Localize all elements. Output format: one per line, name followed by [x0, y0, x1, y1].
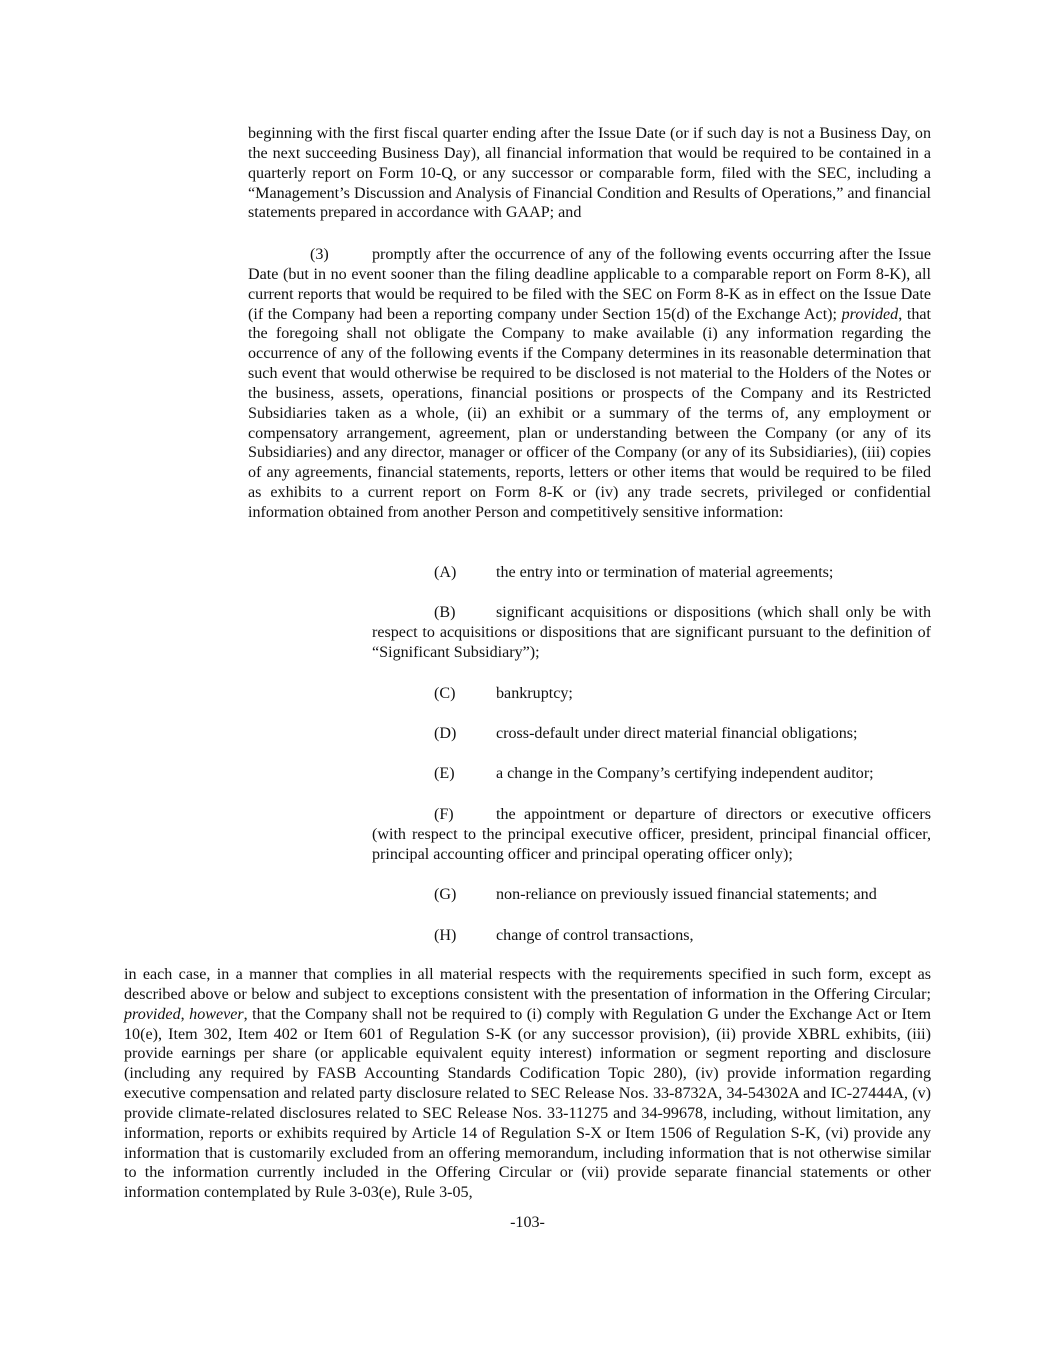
item-text: significant acquisitions or dispositions (which shall only be with respect to acquisitions or dispositions that are significant pursuant to the definition of “Significant Subsidiary”);	[372, 604, 931, 661]
paragraph-in-each-case	[124, 965, 931, 1203]
item-text: change of control transactions,	[496, 927, 694, 944]
item-label: (H)	[434, 927, 457, 944]
item-label: (A)	[434, 564, 457, 581]
item-label: (G)	[434, 886, 457, 903]
paragraph-clause-3	[248, 245, 931, 523]
item-label: (E)	[434, 765, 455, 782]
page-number: -103-	[510, 1214, 545, 1231]
list-item	[372, 684, 931, 704]
item-label: (C)	[434, 685, 456, 702]
paragraph-text: ,	[180, 1005, 190, 1023]
paragraph-text: in each case, in a manner that complies in all material respects with the requirements specified in such form, except as described above or below and subject to exceptions consistent with the presentation of information in the Offering Circular;	[124, 966, 931, 1003]
list-item	[372, 724, 931, 744]
list-item	[372, 764, 931, 784]
list-item	[372, 926, 931, 946]
item-label: (D)	[434, 725, 457, 742]
item-label: (F)	[434, 806, 454, 823]
item-text: non-reliance on previously issued financial statements; and	[496, 886, 877, 903]
clause-text: , that the foregoing shall not obligate the Company to make available (i) any information regarding the occurrence of any of the following events if the Company determines in its reasonable determination that such event that would otherwise be required to be disclosed is not material to the Holders of the Notes or the business, assets, operations, financial positions or prospects of the Company and its Restricted Subsidiaries taken as a whole, (ii) an exhibit or a summary of the terms of, any employment or compensatory arrangement, agreement, plan or understanding between the Company (or any of its Subsidiaries) and any director, manager or officer of the Company (or any of its Subsidiaries), (iii) copies of any agreements, financial statements, reports, letters or other items that would be required to be filed as exhibits to a current report on Form 8-K or (iv) any trade secrets, privileged or confidential information obtained from another Person and competitively sensitive information:	[248, 305, 931, 521]
list-item	[372, 563, 931, 583]
item-text: a change in the Company’s certifying independent auditor;	[496, 765, 874, 782]
item-label: (B)	[434, 604, 456, 621]
paragraph-text: , that the Company shall not be required to (i) comply with Regulation G under the Exchange Act or Item 10(e), Item 302, Item 402 or Item 601 of Regulation S-K (or any successor provision), (ii) provide XBRL exhibits, (iii) provide earnings per share (or applicable equivalent equity interest) information or segment reporting and disclosure (including any required by FASB Accounting Standards Codification Topic 280), (iv) provide information regarding executive compensation and related party disclosure related to SEC Release Nos. 33-8732A, 34-54302A and IC-27444A, (v) provide climate-related disclosures related to SEC Release Nos. 33-11275 and 34-99678, including, without limitation, any information, reports or exhibits required by Article 14 of Regulation S-X or Item 1506 of Regulation S-K, (vi) provide any information that is customarily excluded from an offering memorandum, including information that is not otherwise similar to the information currently included in the Offering Circular or (vii) provide separate financial statements or other information contemplated by Rule 3-03(e), Rule 3-05,	[124, 1005, 932, 1202]
item-text: the entry into or termination of material agreements;	[496, 564, 834, 581]
italic-term: provided	[841, 305, 899, 323]
list-item	[372, 885, 931, 905]
paragraph-continuation: beginning with the first fiscal quarter ending after the Issue Date (or if such day is not a Business Day, on the next succeeding Business Day), all financial information that would be required to be contained in a quarterly report on Form 10-Q, or any successor or comparable form, filed with the SEC, including a “Management’s Discussion and Analysis of Financial Condition and Results of Operations,” and financial statements prepared in accordance with GAAP; and	[248, 125, 931, 222]
clause-label: (3)	[310, 246, 329, 263]
list-item	[372, 603, 931, 663]
item-text: cross-default under direct material financial obligations;	[496, 725, 858, 742]
list-item	[372, 805, 931, 865]
item-text: the appointment or departure of directors or executive officers (with respect to the principal executive officer, president, principal financial officer, principal accounting officer and principal operating officer only);	[372, 806, 931, 863]
italic-term: however	[189, 1005, 244, 1023]
italic-term: provided	[124, 1005, 181, 1023]
item-text: bankruptcy;	[496, 685, 573, 702]
clause-text: promptly after the occurrence of any of the following events occurring after the Issue Date (but in no event sooner than the filing deadline applicable to a comparable report on Form 8-K), all current reports that would be required to be filed with the SEC on Form 8-K as in effect on the Issue Date (if the Company had been a reporting company under Section 15(d) of the Exchange Act);	[248, 246, 931, 323]
